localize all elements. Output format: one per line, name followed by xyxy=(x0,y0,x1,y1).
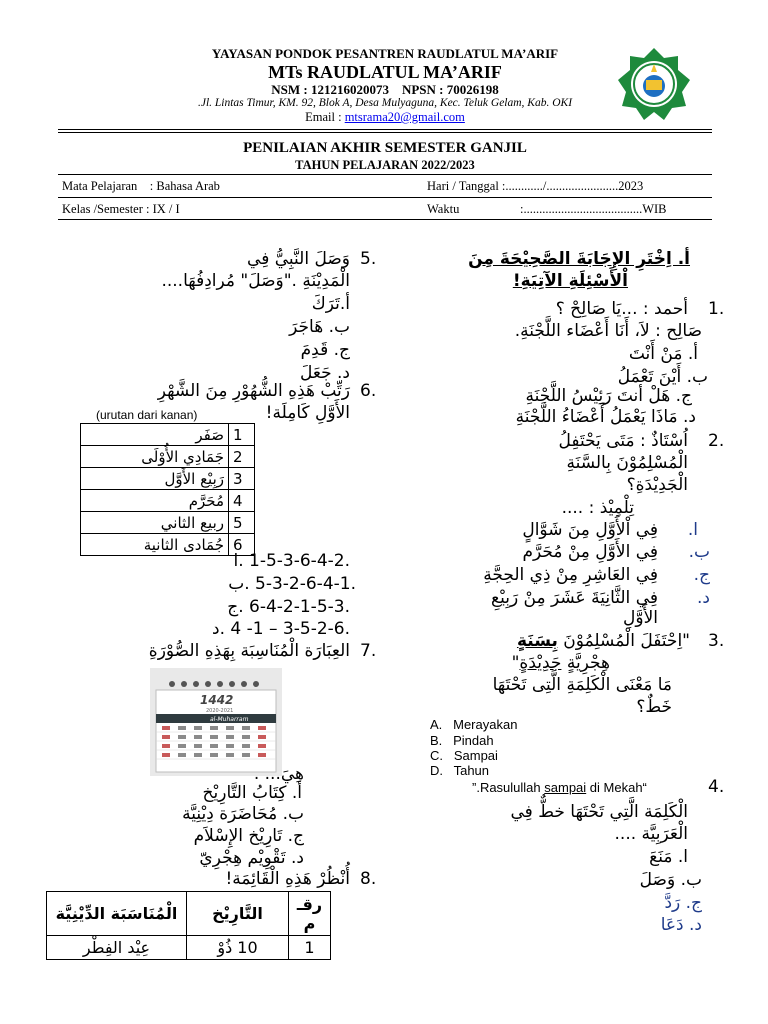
table-row xyxy=(81,424,255,446)
header-number: رقـ م xyxy=(289,892,331,936)
q5-line-1: وَصَلَ النَّبِيُّ فِي xyxy=(247,249,350,269)
events-table xyxy=(46,891,331,960)
info-time-value: :......................................WIB xyxy=(520,202,667,216)
header-date: التَّارِيْخ xyxy=(187,892,289,936)
month-number: 3 xyxy=(229,468,255,490)
info-date: Hari / Tanggal :............/.......................2023 xyxy=(427,179,644,193)
q2-number: 2. xyxy=(708,431,725,451)
q4-line-2: الْكَلِمَة الَّتِي تَحْتَهَا خطٌّ فِي xyxy=(510,802,688,822)
q3-option-c: C. Sampai xyxy=(430,748,498,763)
calendar-day-cell xyxy=(178,753,186,757)
calendar-day-cell xyxy=(178,735,186,739)
q5-number: 5. xyxy=(360,249,377,269)
calendar-day-cell xyxy=(242,735,250,739)
q7-line-2: هِيَ... . xyxy=(253,764,304,784)
event-name: عِيْد الفِطْر xyxy=(47,936,187,960)
month-number: 5 xyxy=(229,512,255,534)
q8-number: 8. xyxy=(360,869,377,889)
school-address: .Jl. Lintas Timur, KM. 92, Blok A, Desa Mulyaguna, Kec. Teluk Gelam, Kab. OKI xyxy=(197,97,573,109)
q6-note: (urutan dari kanan) xyxy=(96,408,198,422)
month-number: 1 xyxy=(229,424,255,446)
q7-number: 7. xyxy=(360,641,377,661)
q1-line-1: أحمد : ...يَا صَالِحْ ؟ xyxy=(555,299,688,319)
q2-line-3: الْجَدِيْدَةِ؟ xyxy=(626,475,688,495)
q3-option-a: A. Merayakan xyxy=(430,717,518,732)
month-name: مُحَرَّم xyxy=(81,490,229,512)
q3-underlined-word-1: بِسَنَةٍ xyxy=(516,631,558,651)
month-name: صَفَر xyxy=(81,424,229,446)
q6-option-b: .5-3-2-6-4-1 .ب xyxy=(228,574,356,594)
q4-quote-start: ”.Rasulullah xyxy=(472,780,545,795)
calendar-day-cell xyxy=(210,753,218,757)
hijri-calendar-image xyxy=(150,668,282,776)
calendar-day-cell xyxy=(194,726,202,730)
q1-number: 1. xyxy=(708,299,725,319)
q3-line-2 xyxy=(390,652,610,674)
school-email-line xyxy=(130,110,640,125)
calendar-year: 1442 xyxy=(200,693,234,707)
nsm-npsn: NSM : 121216020073 NPSN : 70026198 xyxy=(271,82,499,97)
calendar-day-cell xyxy=(242,744,250,748)
table-row xyxy=(47,936,331,960)
q7-option-c: ج. تَارِيْخ الإِسْلاَم xyxy=(193,826,304,846)
calendar-day-cell xyxy=(162,726,170,730)
calendar-day-cell xyxy=(258,726,266,730)
calendar-day-cell xyxy=(194,753,202,757)
q3-underlined-word-2: جَدِيْدَةٍ xyxy=(519,653,562,673)
calendar-day-cell xyxy=(210,726,218,730)
info-subject: Mata Pelajaran : Bahasa Arab xyxy=(62,179,220,193)
q7-line-1: العِبَارَة الْمُنَاسِبَة بِهَذِهِ الصُّوْرَةِ xyxy=(148,641,350,661)
calendar-day-cell xyxy=(242,726,250,730)
calendar-day-cell xyxy=(178,726,186,730)
school-name: MTs RAUDLATUL MA’ARIF xyxy=(268,62,502,82)
calendar-day-cell xyxy=(162,735,170,739)
q6-option-d: .3-5-2-6 – 1- 4 .د xyxy=(212,619,350,639)
q4-underlined-word: sampai xyxy=(544,780,587,795)
q4-quote xyxy=(472,780,647,796)
table-row xyxy=(81,446,255,468)
month-name: رَبِيْع الأَوَّل xyxy=(81,468,229,490)
q4-option-c: ج. رَدَّ xyxy=(664,893,702,913)
email-link[interactable]: mtsrama20@gmail.com xyxy=(344,110,465,124)
q6-option-c: .6-4-2-1-5-3 .ج xyxy=(227,597,350,617)
email-label: Email : xyxy=(305,110,345,124)
month-name: جُمَادى الثانية xyxy=(81,534,229,556)
q6-line-2: الأَوَّلِ كَامِلَة! xyxy=(265,403,350,423)
q4-option-b: ب. وَصَلَ xyxy=(639,870,702,890)
q4-number: 4. xyxy=(708,777,725,797)
calendar-day-cell xyxy=(242,753,250,757)
q5-line-2: الْمَدِيْنَةِ ."وَصَلَ" مُرادِفُهَا.... xyxy=(161,271,350,291)
table-row xyxy=(81,468,255,490)
header-divider-thin xyxy=(58,132,712,133)
info-time-label: Waktu xyxy=(427,202,460,216)
calendar-day-cell xyxy=(258,735,266,739)
q2-option-a: فِي اْلأَوَّلِ مِنَ شَوَّالٍ xyxy=(522,520,658,540)
calendar-day-cell xyxy=(210,744,218,748)
q4-option-d: د. دَعَا xyxy=(660,915,702,935)
q3-line-1-text: "اِحْتَفَلَ الْمُسْلِمُوْنَ xyxy=(557,631,690,651)
q2-option-b: فِي الأَوَّلِ مِنْ مُحَرَّم xyxy=(522,542,658,562)
calendar-day-cell xyxy=(226,753,234,757)
month-number: 6 xyxy=(229,534,255,556)
header-divider xyxy=(58,129,712,130)
q1-option-a: أ. مَنْ أَنْتَ xyxy=(628,344,698,364)
calendar-day-cell xyxy=(194,744,202,748)
info-bottom-border xyxy=(58,219,712,220)
calendar-day-cell xyxy=(162,753,170,757)
month-name: ربيع الثاني xyxy=(81,512,229,534)
q4-quote-end: di Mekah“ xyxy=(586,780,647,795)
q2-option-b-letter: ب. xyxy=(688,542,710,562)
exam-title: PENILAIAN AKHIR SEMESTER GANJIL xyxy=(243,140,527,156)
q2-line-4: تِلْمِيْذ : .... xyxy=(561,498,634,518)
q1-option-b: ب. أَيْنَ تَعْمَلُ xyxy=(617,367,708,387)
school-logo-icon xyxy=(616,46,692,122)
q1-option-d: د. مَاذَا يَعْمَلُ أَعْضَاءُ اللَّجْنَةِ xyxy=(515,407,696,427)
month-name: جَمَادِي الأُوْلَى xyxy=(81,446,229,468)
q7-option-d: د. تَقْوِيْم هِجْرِيّ xyxy=(199,848,304,868)
calendar-day-cell xyxy=(194,735,202,739)
calendar-day-cell xyxy=(226,744,234,748)
q3-option-b: B. Pindah xyxy=(430,733,494,748)
exam-year: TAHUN PELAJARAN 2022/2023 xyxy=(295,158,475,172)
q3-line-4: خَطٌ؟ xyxy=(636,697,672,717)
q1-option-c: ج. هَلْ أنتَ رَئِيْسُ اللَّجْنَةِ xyxy=(525,386,692,406)
q3-line-3: مَا مَعْنَى الْكَلِمَةِ الَّتِى تَحْتَهَا xyxy=(492,675,672,695)
q2-option-d-line-1: فِي الثَّانِيَةَ عَشَرَ مِنْ رَبِيْعِ xyxy=(491,588,658,608)
q2-line-2: الْمُسْلِمُوْنَ بِالسَّنَةِ xyxy=(566,453,688,473)
q3-line-2-text: هِجْرِيَّةٍ xyxy=(561,653,610,673)
info-top-border xyxy=(58,174,712,175)
q7-option-a: أ. كِتَابُ التَّارِيْخ xyxy=(202,783,302,803)
table-header-row xyxy=(47,892,331,936)
q3-number: 3. xyxy=(708,631,725,651)
calendar-day-cell xyxy=(258,744,266,748)
q1-line-2: صَالِح : لاَ، أَنَا أَعْضَاء اللَّجْنَةِ. xyxy=(514,321,702,341)
q4-option-a: ا. مَنَعَ xyxy=(649,847,688,867)
q6-option-a: .1-5-3-6-4-2 .ا xyxy=(233,551,350,571)
q2-option-a-letter: ا. xyxy=(687,520,698,540)
q3-line-2-quote: " xyxy=(511,653,520,673)
q8-line-1: أُنْظُرْ هَذِهِ الْقَائِمَة! xyxy=(225,869,350,889)
info-class: Kelas /Semester : IX / I xyxy=(62,202,180,216)
q3-line-1 xyxy=(370,630,690,652)
q6-line-1: رَتِّبْ هَذِهِ الشُّهُوْرِ مِنَ الشَّهْرِ xyxy=(157,381,350,401)
q2-line-1: اُسْتَاذٌ : مَتَى يَحْتَفِلُ xyxy=(558,431,688,451)
instruction-line-1: أ. اِخْتَرِ الإِجَابَةَ الصَّحِيْحَةَ مِنَ xyxy=(468,249,690,269)
month-number: 2 xyxy=(229,446,255,468)
calendar-day-cell xyxy=(258,753,266,757)
event-number: 1 xyxy=(289,936,331,960)
table-row xyxy=(81,512,255,534)
q4-line-3: الْعَرَبِيَّة .... xyxy=(614,824,688,844)
q2-option-d-letter: د. xyxy=(697,588,710,608)
calendar-day-cell xyxy=(226,726,234,730)
q2-option-d-line-2: الأَوَّلِ xyxy=(623,608,658,628)
header-event: الْمُنَاسَبَة الدِّيْنِيَّة xyxy=(47,892,187,936)
table-row xyxy=(81,490,255,512)
months-table xyxy=(80,423,255,556)
q7-option-b: ب. مُحَاضَرَة دِيْنِيَّة xyxy=(182,804,304,824)
instruction-line-2: اْلأَسْئِلَةِ الآتِيَةِ! xyxy=(512,271,628,291)
event-date: 10 ذُوْ xyxy=(187,936,289,960)
month-number: 4 xyxy=(229,490,255,512)
calendar-day-cell xyxy=(226,735,234,739)
q6-number: 6. xyxy=(360,381,377,401)
calendar-years-small: 2020-2021 xyxy=(206,708,234,714)
calendar-day-cell xyxy=(162,744,170,748)
q2-option-c-letter: ج. xyxy=(693,565,710,585)
foundation-name: YAYASAN PONDOK PESANTREN RAUDLATUL MA’ARIF xyxy=(211,46,559,61)
q5-option-d: د. جَعَلَ xyxy=(300,363,350,383)
q2-option-c: فِي العَاشِرِ مِنْ ذِي الحِجَّةِ xyxy=(483,565,658,585)
calendar-day-cell xyxy=(210,735,218,739)
q5-option-b: ب. هَاجَرَ xyxy=(289,317,350,337)
calendar-day-cell xyxy=(178,744,186,748)
q5-option-c: ج. قَدِمَ xyxy=(300,340,350,360)
q3-option-d: D. Tahun xyxy=(430,763,490,778)
info-middle-border xyxy=(58,197,712,198)
q5-option-a: أ.تَرَكَ xyxy=(311,294,350,314)
calendar-month: al-Muharram xyxy=(210,716,249,723)
